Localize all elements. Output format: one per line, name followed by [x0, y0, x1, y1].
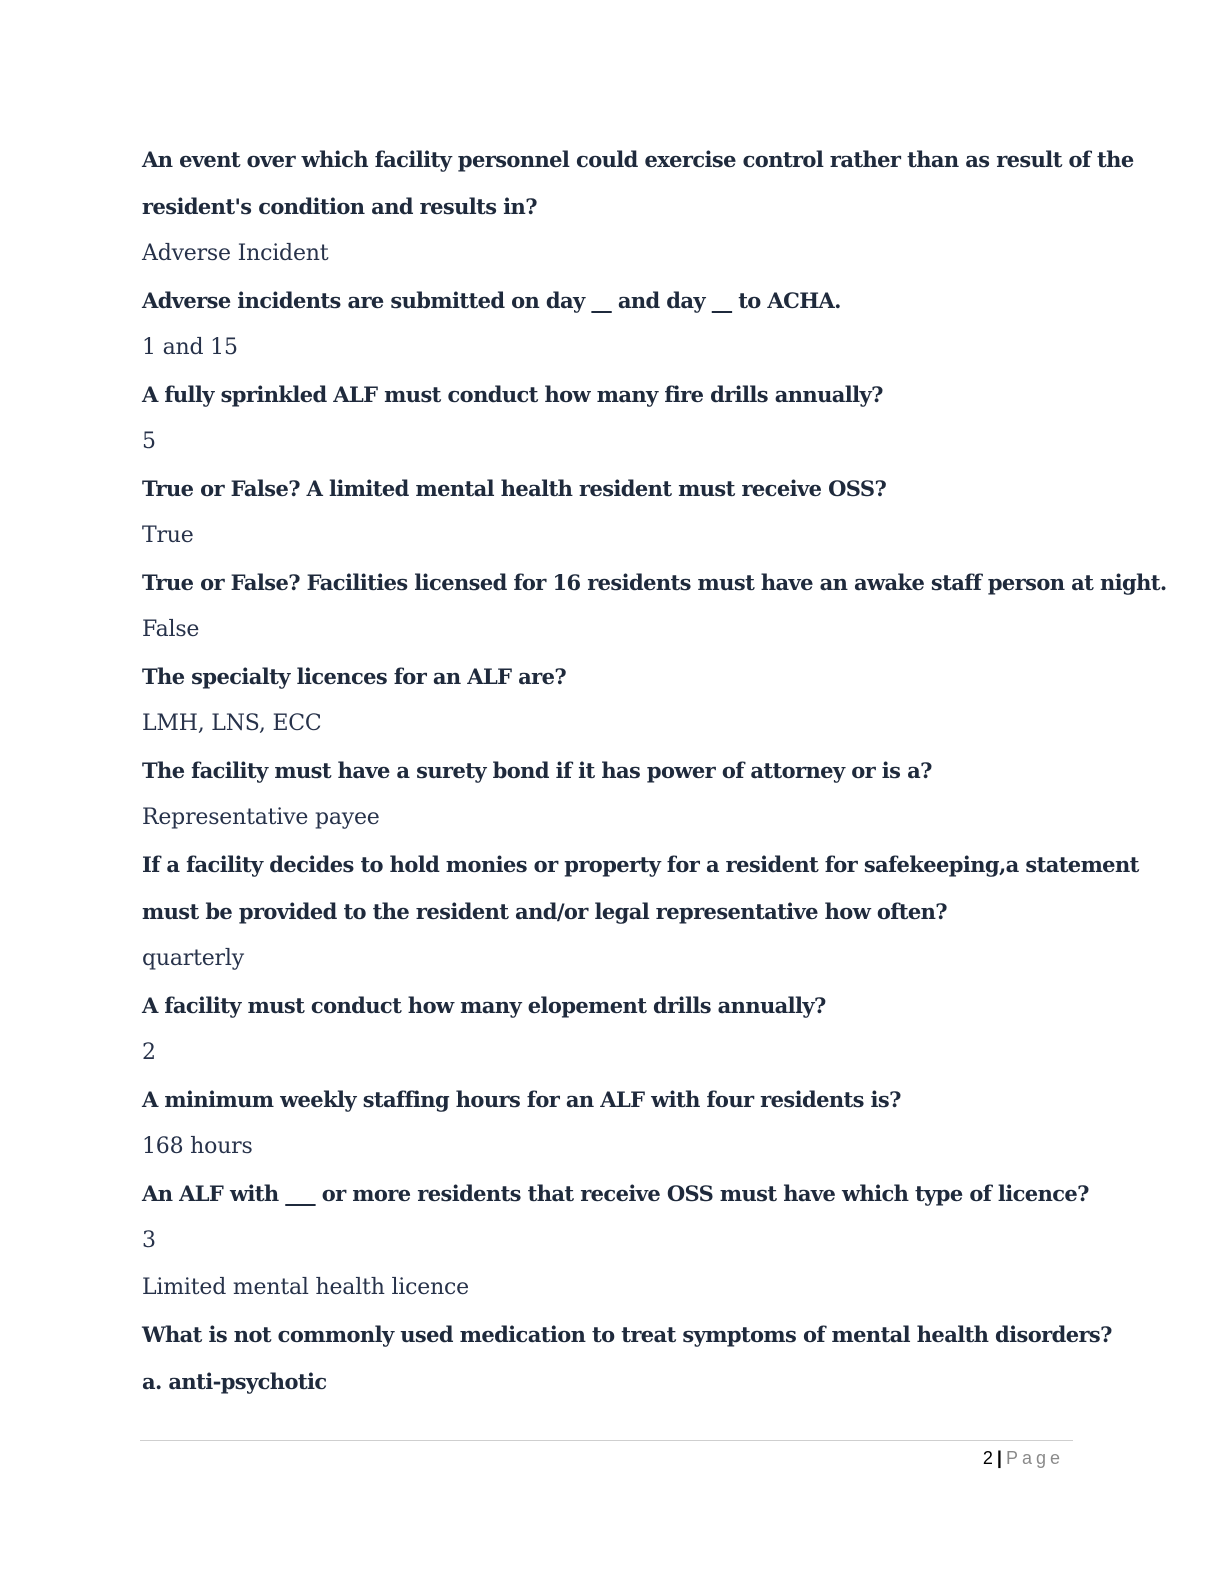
question-line: A fully sprinkled ALF must conduct how many fire drills annually? [142, 382, 883, 407]
answer-line: Limited mental health licence [142, 1275, 469, 1300]
footer-divider [140, 1440, 1073, 1441]
question-line: True or False? Facilities licensed for 16 residents must have an awake staff person at night. [142, 570, 1167, 595]
answer-line: True [142, 523, 194, 548]
question-line: a. anti-psychotic [142, 1369, 327, 1394]
answer-line: 2 [142, 1040, 156, 1065]
answer-line: 5 [142, 429, 156, 454]
question-line: An ALF with ___ or more residents that receive OSS must have which type of licence? [142, 1181, 1089, 1206]
answer-line: False [142, 617, 200, 642]
page-footer [983, 1445, 1064, 1471]
question-line: What is not commonly used medication to treat symptoms of mental health disorders? [142, 1322, 1112, 1347]
question-line: The facility must have a surety bond if it has power of attorney or is a? [142, 758, 932, 783]
question-line: Adverse incidents are submitted on day __ and day __ to ACHA. [142, 288, 841, 313]
answer-line: quarterly [142, 946, 244, 971]
question-line: An event over which facility personnel could exercise control rather than as result of the [142, 147, 1134, 172]
page-body [142, 136, 1167, 1405]
page-number: 2 [982, 1448, 993, 1468]
question-line: A facility must conduct how many elopement drills annually? [142, 993, 826, 1018]
footer-separator: | [996, 1448, 1002, 1468]
question-line: A minimum weekly staffing hours for an ALF with four residents is? [142, 1087, 901, 1112]
question-line: True or False? A limited mental health resident must receive OSS? [142, 476, 887, 501]
question-line: must be provided to the resident and/or legal representative how often? [142, 899, 947, 924]
question-line: If a facility decides to hold monies or property for a resident for safekeeping,a statement [142, 852, 1139, 877]
answer-line: Representative payee [142, 805, 380, 830]
question-line: resident's condition and results in? [142, 194, 537, 219]
question-line: The specialty licences for an ALF are? [142, 664, 567, 689]
page-label: Page [1005, 1448, 1064, 1468]
answer-line: Adverse Incident [142, 241, 329, 266]
answer-line: 168 hours [142, 1134, 253, 1159]
answer-line: 3 [142, 1228, 156, 1253]
answer-line: 1 and 15 [142, 335, 238, 360]
answer-line: LMH, LNS, ECC [142, 711, 322, 736]
